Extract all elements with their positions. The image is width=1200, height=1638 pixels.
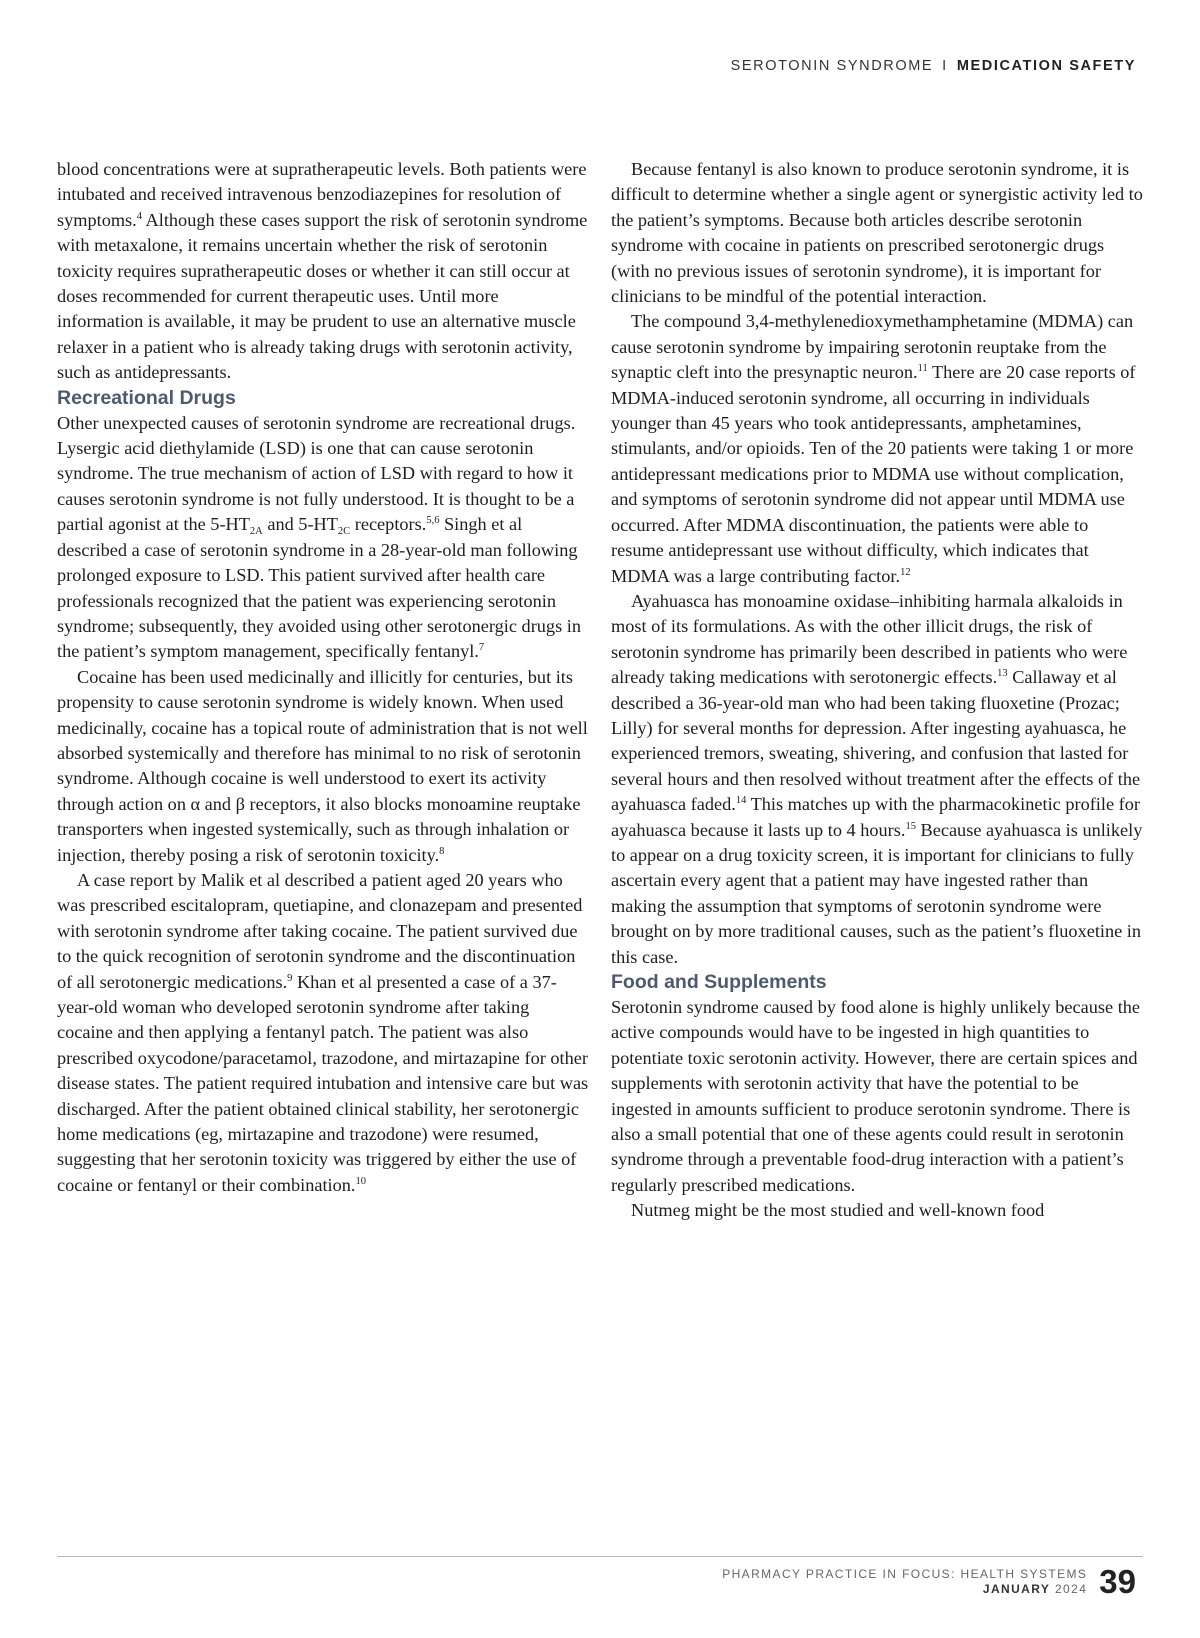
paragraph: Cocaine has been used medicinally and illicitly for centuries, but its propensity to cause serotonin syndrome is widely known. When used medicinally, cocaine has a topical route of administration that is not well absorbed systemically and therefore has minimal to no risk of serotonin syndrome. Although cocaine is well understood to exert its activity through action on α and β receptors, it also blocks monoamine reuptake transporters when ingested systemically, such as through inhalation or injection, thereby posing a risk of serotonin toxicity.$^8$ xyxy=(57,666,588,865)
citation: 14 xyxy=(735,795,747,807)
left-column xyxy=(57,157,589,1198)
subscript: 2A xyxy=(249,526,263,538)
paragraph: Nutmeg might be the most studied and well-known food xyxy=(631,1200,1045,1221)
paragraph: A case report by Malik et al described a patient aged 20 years who was prescribed escitalopram, quetiapine, and clonazepam and presented with serotonin syndrome after taking cocaine. The patient survived due to the quick recognition of serotonin syndrome and the discontinuation of all serotonergic medications.$^9$ Khan et al presented a case of a 37-year-old woman who developed serotonin syndrome after taking cocaine and then applying a fentanyl patch. The patient was also prescribed oxycodone/paracetamol, trazodone, and mirtazapine for other disease states. The patient required intubation and intensive care but was discharged. After the patient obtained clinical stability, her serotonergic home medications (eg, mirtazapine and trazodone) were resumed, suggesting that her serotonin toxicity was triggered by either the use of cocaine or fentanyl or their combination.$^{10}$ xyxy=(57,869,589,1195)
page-footer xyxy=(722,1565,1136,1598)
subscript: 2C xyxy=(337,526,351,538)
citation: 8 xyxy=(439,845,445,857)
section-heading-food-and-supplements: Food and Supplements xyxy=(611,971,827,993)
right-column xyxy=(611,157,1143,1224)
footer-divider xyxy=(57,1556,1143,1557)
citation: 9 xyxy=(287,972,293,984)
header-topic: SEROTONIN SYNDROME xyxy=(730,58,934,74)
citation: 15 xyxy=(905,820,916,832)
section-heading-recreational-drugs: Recreational Drugs xyxy=(57,386,236,409)
citation: 11 xyxy=(917,363,928,375)
paragraph: blood concentrations were at supratherapeutic levels. Both patients were intubated and received intravenous benzodiazepines for resolution of symptoms.$^4$ Although these cases support the risk of serotonin syndrome with metaxalone, it remains uncertain whether the risk of serotonin toxicity requires supratherapeutic doses or whether it can still occur at doses recommended for current therapeutic uses. Until more information is available, it may be prudent to use an alternative muscle relaxer in a patient who is already taking drugs with serotonin activity, such as antidepressants. xyxy=(57,159,588,383)
citation: 5,6 xyxy=(426,515,440,527)
paragraph: The compound 3,4-methylenedioxymethamphetamine (MDMA) can cause serotonin syndrome by impairing serotonin reuptake from the synaptic cleft into the presynaptic neuron.$^{11}$ There are 20 case reports of MDMA-induced serotonin syndrome, all occurring in individuals younger than 45 years who took antidepressants, amphetamines, stimulants, and/or opioids. Ten of the 20 patients were taking 1 or more antidepressant medications prior to MDMA use without complication, and symptoms of serotonin syndrome did not appear until MDMA use occurred. After MDMA discontinuation, the patients were able to resume antidepressant use without difficulty, which indicates that MDMA was a large contributing factor.$^{12}$ xyxy=(611,311,1136,586)
header-separator: I xyxy=(942,58,948,74)
paragraph: Because fentanyl is also known to produce serotonin syndrome, it is difficult to determine whether a single agent or synergistic activity led to the patient’s symptoms. Because both articles describe serotonin syndrome with cocaine in patients on prescribed serotonergic drugs (with no previous issues of serotonin syndrome), it is important for clinicians to be mindful of the potential interaction. xyxy=(611,159,1143,307)
header-section: MEDICATION SAFETY xyxy=(956,58,1136,74)
issue-month: JANUARY xyxy=(982,1581,1051,1596)
citation: 12 xyxy=(900,566,911,578)
paragraph: Other unexpected causes of serotonin syndrome are recreational drugs. Lysergic acid diethylamide (LSD) is one that can cause serotonin syndrome. The true mechanism of action of LSD with regard to how it causes serotonin syndrome is not fully understood. It is thought to be a partial agonist at the $5-HT_{2A}$ and $5-HT_{2C}$ receptors.$^{5,6}$ Singh et al described a case of serotonin syndrome in a 28-year-old man following prolonged exposure to LSD. This patient survived after health care professionals recognized that the patient was experiencing serotonin syndrome; subsequently, they avoided using other serotonergic drugs in the patient’s symptom management, specifically fentanyl.$^7$ xyxy=(57,412,581,662)
running-header xyxy=(731,58,1136,74)
citation: 13 xyxy=(997,668,1008,680)
paragraph: Serotonin syndrome caused by food alone is highly unlikely because the active compounds would have to be ingested in high quantities to potentiate toxic serotonin activity. However, there are certain spices and supplements with serotonin activity that have the potential to be ingested in amounts sufficient to produce serotonin syndrome. There is also a small potential that one of these agents could result in serotonin syndrome through a preventable food-drug interaction with a patient’s regularly prescribed medications. xyxy=(611,997,1141,1195)
publication-title: PHARMACY PRACTICE IN FOCUS: HEALTH SYSTEMS xyxy=(722,1566,1088,1581)
citation: 10 xyxy=(355,1175,366,1187)
issue-year: 2024 xyxy=(1054,1581,1088,1596)
page-number: 39 xyxy=(1099,1563,1136,1600)
paragraph: Ayahuasca has monoamine oxidase–inhibiting harmala alkaloids in most of its formulations. As with the other illicit drugs, the risk of serotonin syndrome has primarily been described in patients who were already taking medications with serotonergic effects.$^{13}$ Callaway et al described a 36-year-old man who had been taking fluoxetine (Prozac; Lilly) for several months for depression. After ingesting ayahuasca, he experienced tremors, sweating, shivering, and confusion that lasted for several hours and then resolved without treatment after the effects of the ayahuasca faded.$^{14}$ This matches up with the pharmacokinetic profile for ayahuasca because it lasts up to 4 hours.$^{15}$ Because ayahuasca is unlikely to appear on a drug toxicity screen, it is important for clinicians to fully ascertain every agent that a patient may have ingested rather than making the assumption that symptoms of serotonin syndrome were brought on by more traditional causes, such as the patient’s fluoxetine in this case. xyxy=(611,590,1143,967)
publication-info xyxy=(722,1567,1087,1597)
citation: 4 xyxy=(136,210,142,222)
citation: 7 xyxy=(478,642,485,654)
